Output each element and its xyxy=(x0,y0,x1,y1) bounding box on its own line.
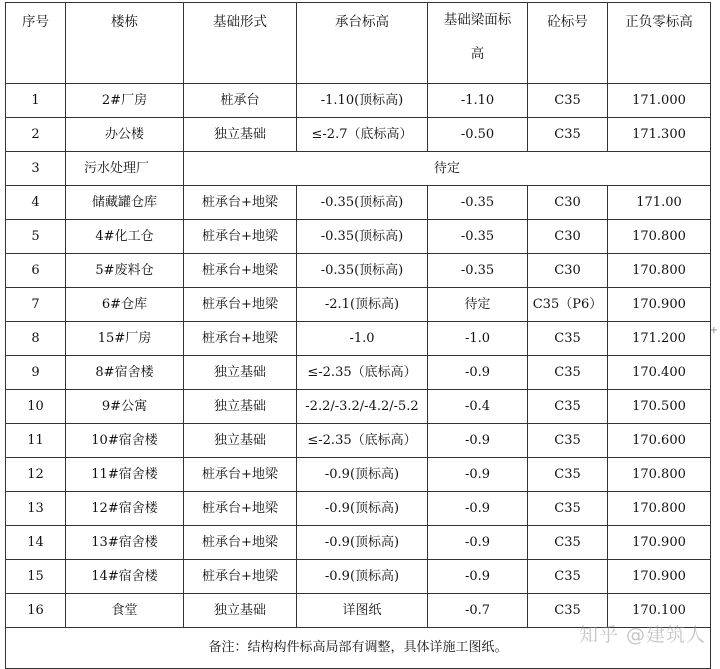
cell-foundation-type: 桩承台 xyxy=(184,84,297,118)
cell-concrete-grade: C35 xyxy=(528,526,608,560)
cell-building: 6#仓库 xyxy=(66,288,184,322)
cell-concrete-grade: C30 xyxy=(528,186,608,220)
table-row xyxy=(6,220,711,254)
cell-index: 3 xyxy=(6,152,66,186)
cell-cap-elevation: -0.35(顶标高) xyxy=(297,220,428,254)
cell-cap-elevation: -0.35(顶标高) xyxy=(297,186,428,220)
cell-building: 办公楼 xyxy=(66,118,184,152)
cell-building: 4#化工仓 xyxy=(66,220,184,254)
cell-building: 2#厂房 xyxy=(66,84,184,118)
cell-building: 储藏罐仓库 xyxy=(66,186,184,220)
cell-concrete-grade: C35 xyxy=(528,322,608,356)
cell-zero-elevation: 170.600 xyxy=(608,424,711,458)
header-zero-elevation: 正负零标高 xyxy=(608,3,711,84)
cell-cap-elevation: -0.9(顶标高) xyxy=(297,492,428,526)
cell-concrete-grade: C35 xyxy=(528,424,608,458)
cell-concrete-grade: C35 xyxy=(528,458,608,492)
table-row xyxy=(6,254,711,288)
cell-index: 7 xyxy=(6,288,66,322)
header-index: 序号 xyxy=(6,3,66,84)
cell-beam-elevation: -0.35 xyxy=(428,220,528,254)
cell-zero-elevation: 170.800 xyxy=(608,220,711,254)
table-row xyxy=(6,118,711,152)
cell-beam-elevation: -0.9 xyxy=(428,560,528,594)
cell-index: 9 xyxy=(6,356,66,390)
header-beam-elevation-line1: 基础梁面标 xyxy=(443,12,512,28)
header-row xyxy=(6,3,711,84)
cell-foundation-type: 桩承台+地梁 xyxy=(184,458,297,492)
cell-building: 13#宿舍楼 xyxy=(66,526,184,560)
cell-foundation-type: 桩承台+地梁 xyxy=(184,220,297,254)
cell-foundation-type: 桩承台+地梁 xyxy=(184,186,297,220)
cell-concrete-grade: C35 xyxy=(528,390,608,424)
cell-concrete-grade: C35 xyxy=(528,118,608,152)
cell-foundation-type: 桩承台+地梁 xyxy=(184,526,297,560)
cell-zero-elevation: 170.900 xyxy=(608,560,711,594)
cell-beam-elevation: -0.9 xyxy=(428,526,528,560)
cell-index: 6 xyxy=(6,254,66,288)
cell-cap-elevation: -1.10(顶标高) xyxy=(297,84,428,118)
cell-zero-elevation: 170.900 xyxy=(608,526,711,560)
cell-index: 1 xyxy=(6,84,66,118)
watermark: 知乎 @建筑人 xyxy=(578,624,706,646)
table-row xyxy=(6,458,711,492)
cell-cap-elevation: -2.1(顶标高) xyxy=(297,288,428,322)
table-row xyxy=(6,322,711,356)
table-row xyxy=(6,356,711,390)
cell-foundation-type: 独立基础 xyxy=(184,390,297,424)
cell-building: 污水处理厂 xyxy=(66,152,184,186)
cell-index: 15 xyxy=(6,560,66,594)
cell-foundation-type: 桩承台+地梁 xyxy=(184,254,297,288)
cell-index: 8 xyxy=(6,322,66,356)
cell-beam-elevation: -0.9 xyxy=(428,458,528,492)
cell-building: 8#宿舍楼 xyxy=(66,356,184,390)
cell-beam-elevation: 待定 xyxy=(428,288,528,322)
table-row xyxy=(6,560,711,594)
foundation-elevation-table xyxy=(5,2,711,669)
cell-beam-elevation: -0.50 xyxy=(428,118,528,152)
cell-index: 13 xyxy=(6,492,66,526)
cell-building: 10#宿舍楼 xyxy=(66,424,184,458)
cell-foundation-type: 独立基础 xyxy=(184,424,297,458)
cell-cap-elevation: ≤-2.35（底标高） xyxy=(297,424,428,458)
cell-zero-elevation: 171.300 xyxy=(608,118,711,152)
cell-concrete-grade: C35 xyxy=(528,84,608,118)
cell-merged-status: 待定 xyxy=(184,152,711,186)
table-row xyxy=(6,84,711,118)
cell-cap-elevation: 详图纸 xyxy=(297,594,428,628)
table-row xyxy=(6,390,711,424)
table-row xyxy=(6,594,711,628)
cell-concrete-grade: C35 xyxy=(528,356,608,390)
header-beam-elevation xyxy=(428,3,528,84)
cell-cap-elevation: -0.35(顶标高) xyxy=(297,254,428,288)
table-row xyxy=(6,526,711,560)
cell-index: 2 xyxy=(6,118,66,152)
cell-index: 14 xyxy=(6,526,66,560)
table-row xyxy=(6,186,711,220)
cell-beam-elevation: -0.35 xyxy=(428,186,528,220)
cell-index: 10 xyxy=(6,390,66,424)
cell-beam-elevation: -0.4 xyxy=(428,390,528,424)
cell-cap-elevation: ≤-2.35（底标高） xyxy=(297,356,428,390)
cell-foundation-type: 桩承台+地梁 xyxy=(184,288,297,322)
cell-zero-elevation: 171.200 xyxy=(608,322,711,356)
cell-zero-elevation: 170.500 xyxy=(608,390,711,424)
cell-concrete-grade: C30 xyxy=(528,254,608,288)
header-building: 楼栋 xyxy=(66,3,184,84)
note-row xyxy=(6,628,711,669)
cell-zero-elevation: 170.900 xyxy=(608,288,711,322)
cell-zero-elevation: 170.400 xyxy=(608,356,711,390)
cell-foundation-type: 独立基础 xyxy=(184,356,297,390)
cell-beam-elevation: -0.9 xyxy=(428,424,528,458)
cell-concrete-grade: C35 xyxy=(528,560,608,594)
cell-zero-elevation: 170.800 xyxy=(608,458,711,492)
table-row xyxy=(6,288,711,322)
cell-beam-elevation: -0.7 xyxy=(428,594,528,628)
table-row xyxy=(6,152,711,186)
cell-concrete-grade: C35（P6） xyxy=(528,288,608,322)
edge-marker: + xyxy=(709,325,718,336)
cell-cap-elevation: -0.9(顶标高) xyxy=(297,560,428,594)
cell-beam-elevation: -0.9 xyxy=(428,356,528,390)
cell-foundation-type: 桩承台+地梁 xyxy=(184,322,297,356)
cell-cap-elevation: -0.9(顶标高) xyxy=(297,526,428,560)
cell-index: 5 xyxy=(6,220,66,254)
cell-cap-elevation: -0.9(顶标高) xyxy=(297,458,428,492)
cell-building: 11#宿舍楼 xyxy=(66,458,184,492)
cell-concrete-grade: C35 xyxy=(528,492,608,526)
cell-building: 5#废料仓 xyxy=(66,254,184,288)
note-text: 备注：结构构件标高局部有调整，具体详施工图纸。 xyxy=(6,628,711,669)
cell-zero-elevation: 171.00 xyxy=(608,186,711,220)
header-concrete-grade: 砼标号 xyxy=(528,3,608,84)
table-row xyxy=(6,492,711,526)
cell-index: 12 xyxy=(6,458,66,492)
cell-foundation-type: 桩承台+地梁 xyxy=(184,560,297,594)
cell-beam-elevation: -1.10 xyxy=(428,84,528,118)
header-cap-elevation: 承台标高 xyxy=(297,3,428,84)
cell-cap-elevation: ≤-2.7（底标高） xyxy=(297,118,428,152)
cell-concrete-grade: C30 xyxy=(528,220,608,254)
cell-foundation-type: 独立基础 xyxy=(184,118,297,152)
cell-building: 食堂 xyxy=(66,594,184,628)
cell-building: 9#公寓 xyxy=(66,390,184,424)
cell-zero-elevation: 170.100 xyxy=(608,594,711,628)
header-beam-elevation-line2: 高 xyxy=(470,46,485,62)
table-row xyxy=(6,424,711,458)
cell-index: 4 xyxy=(6,186,66,220)
cell-zero-elevation: 170.800 xyxy=(608,492,711,526)
cell-index: 16 xyxy=(6,594,66,628)
cell-cap-elevation: -1.0 xyxy=(297,322,428,356)
header-foundation-type: 基础形式 xyxy=(184,3,297,84)
cell-foundation-type: 桩承台+地梁 xyxy=(184,492,297,526)
cell-zero-elevation: 171.000 xyxy=(608,84,711,118)
cell-beam-elevation: -1.0 xyxy=(428,322,528,356)
cell-beam-elevation: -0.9 xyxy=(428,492,528,526)
cell-building: 14#宿舍楼 xyxy=(66,560,184,594)
cell-building: 12#宿舍楼 xyxy=(66,492,184,526)
cell-cap-elevation: -2.2/-3.2/-4.2/-5.2 xyxy=(297,390,428,424)
cell-building: 15#厂房 xyxy=(66,322,184,356)
cell-foundation-type: 独立基础 xyxy=(184,594,297,628)
cell-beam-elevation: -0.35 xyxy=(428,254,528,288)
cell-concrete-grade: C35 xyxy=(528,594,608,628)
cell-index: 11 xyxy=(6,424,66,458)
cell-zero-elevation: 170.800 xyxy=(608,254,711,288)
